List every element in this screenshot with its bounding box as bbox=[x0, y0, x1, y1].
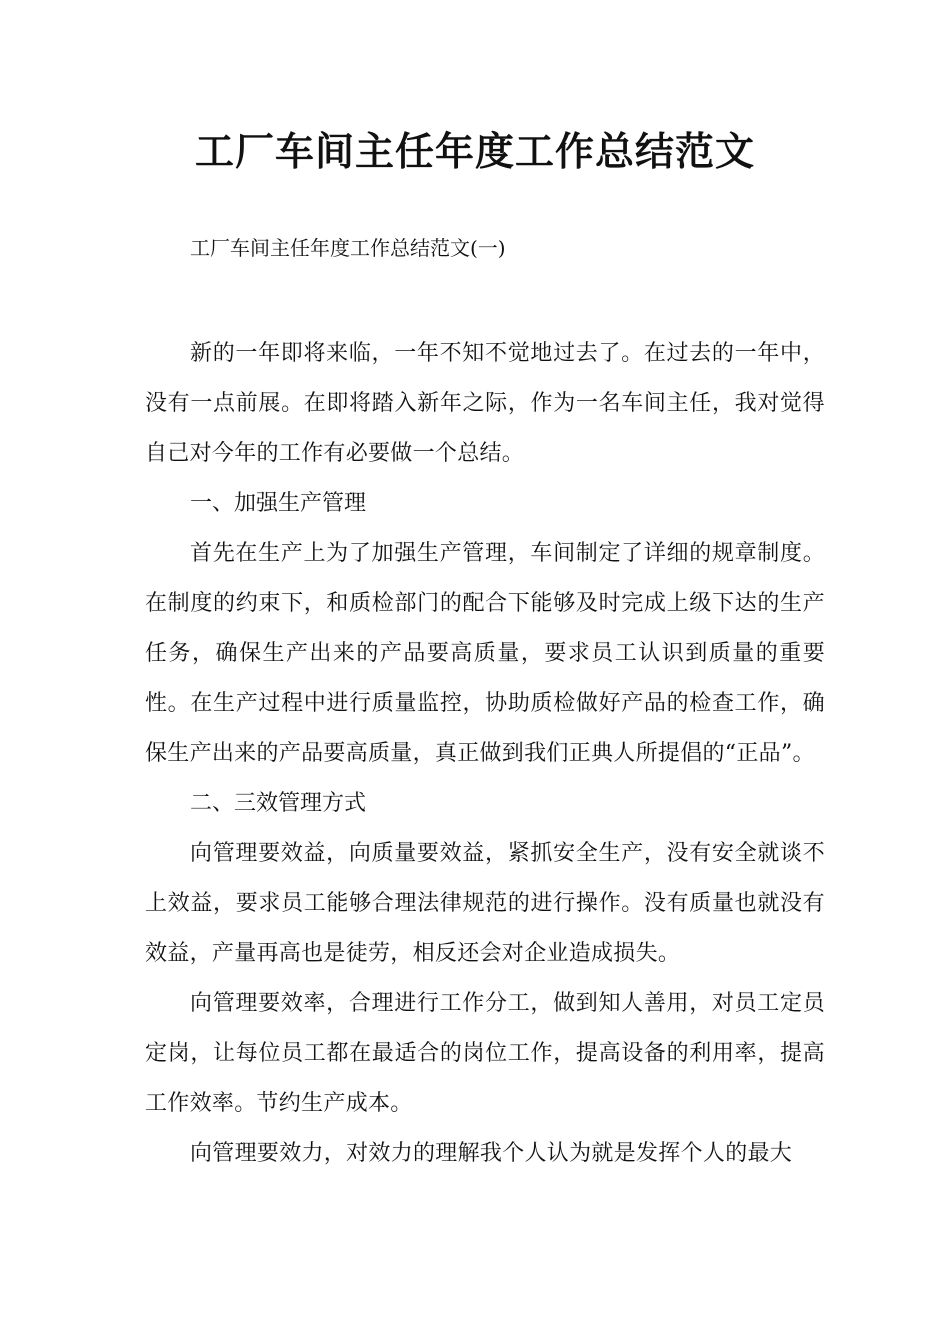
document-body bbox=[145, 329, 825, 1179]
section-heading-management: 二、三效管理方式 bbox=[190, 791, 367, 816]
document-subtitle: 工厂车间主任年度工作总结范文(一) bbox=[190, 236, 506, 260]
paragraph-efficiency: 向管理要效率，合理进行工作分工，做到知人善用，对员工定员定岗，让每位员工都在最适合的岗位工作，提高设备的利用率，提高工作效率。节约生产成本。 bbox=[145, 991, 825, 1116]
document-title: 工厂车间主任年度工作总结范文 bbox=[194, 130, 755, 175]
paragraph-benefit: 向管理要效益，向质量要效益，紧抓安全生产，没有安全就谈不上效益，要求员工能够合理法律规范的进行操作。没有质量也就没有效益，产量再高也是徒劳，相反还会对企业造成损失。 bbox=[145, 841, 825, 966]
section-heading-production: 一、加强生产管理 bbox=[190, 491, 367, 516]
paragraph-production: 首先在生产上为了加强生产管理，车间制定了详细的规章制度。在制度的约束下，和质检部门的配合下能够及时完成上级下达的生产任务，确保生产出来的产品要高质量，要求员工认识到质量的重要性。在生产过程中进行质量监控，协助质检做好产品的检查工作，确保生产出来的产品要高质量，真正做到我们正典人所提倡的“正品”。 bbox=[145, 541, 825, 766]
paragraph-intro: 新的一年即将来临，一年不知不觉地过去了。在过去的一年中，没有一点前展。在即将踏入新年之际，作为一名车间主任，我对觉得自己对今年的工作有必要做一个总结。 bbox=[145, 341, 825, 466]
paragraph-effectiveness: 向管理要效力，对效力的理解我个人认为就是发挥个人的最大 bbox=[190, 1141, 793, 1166]
